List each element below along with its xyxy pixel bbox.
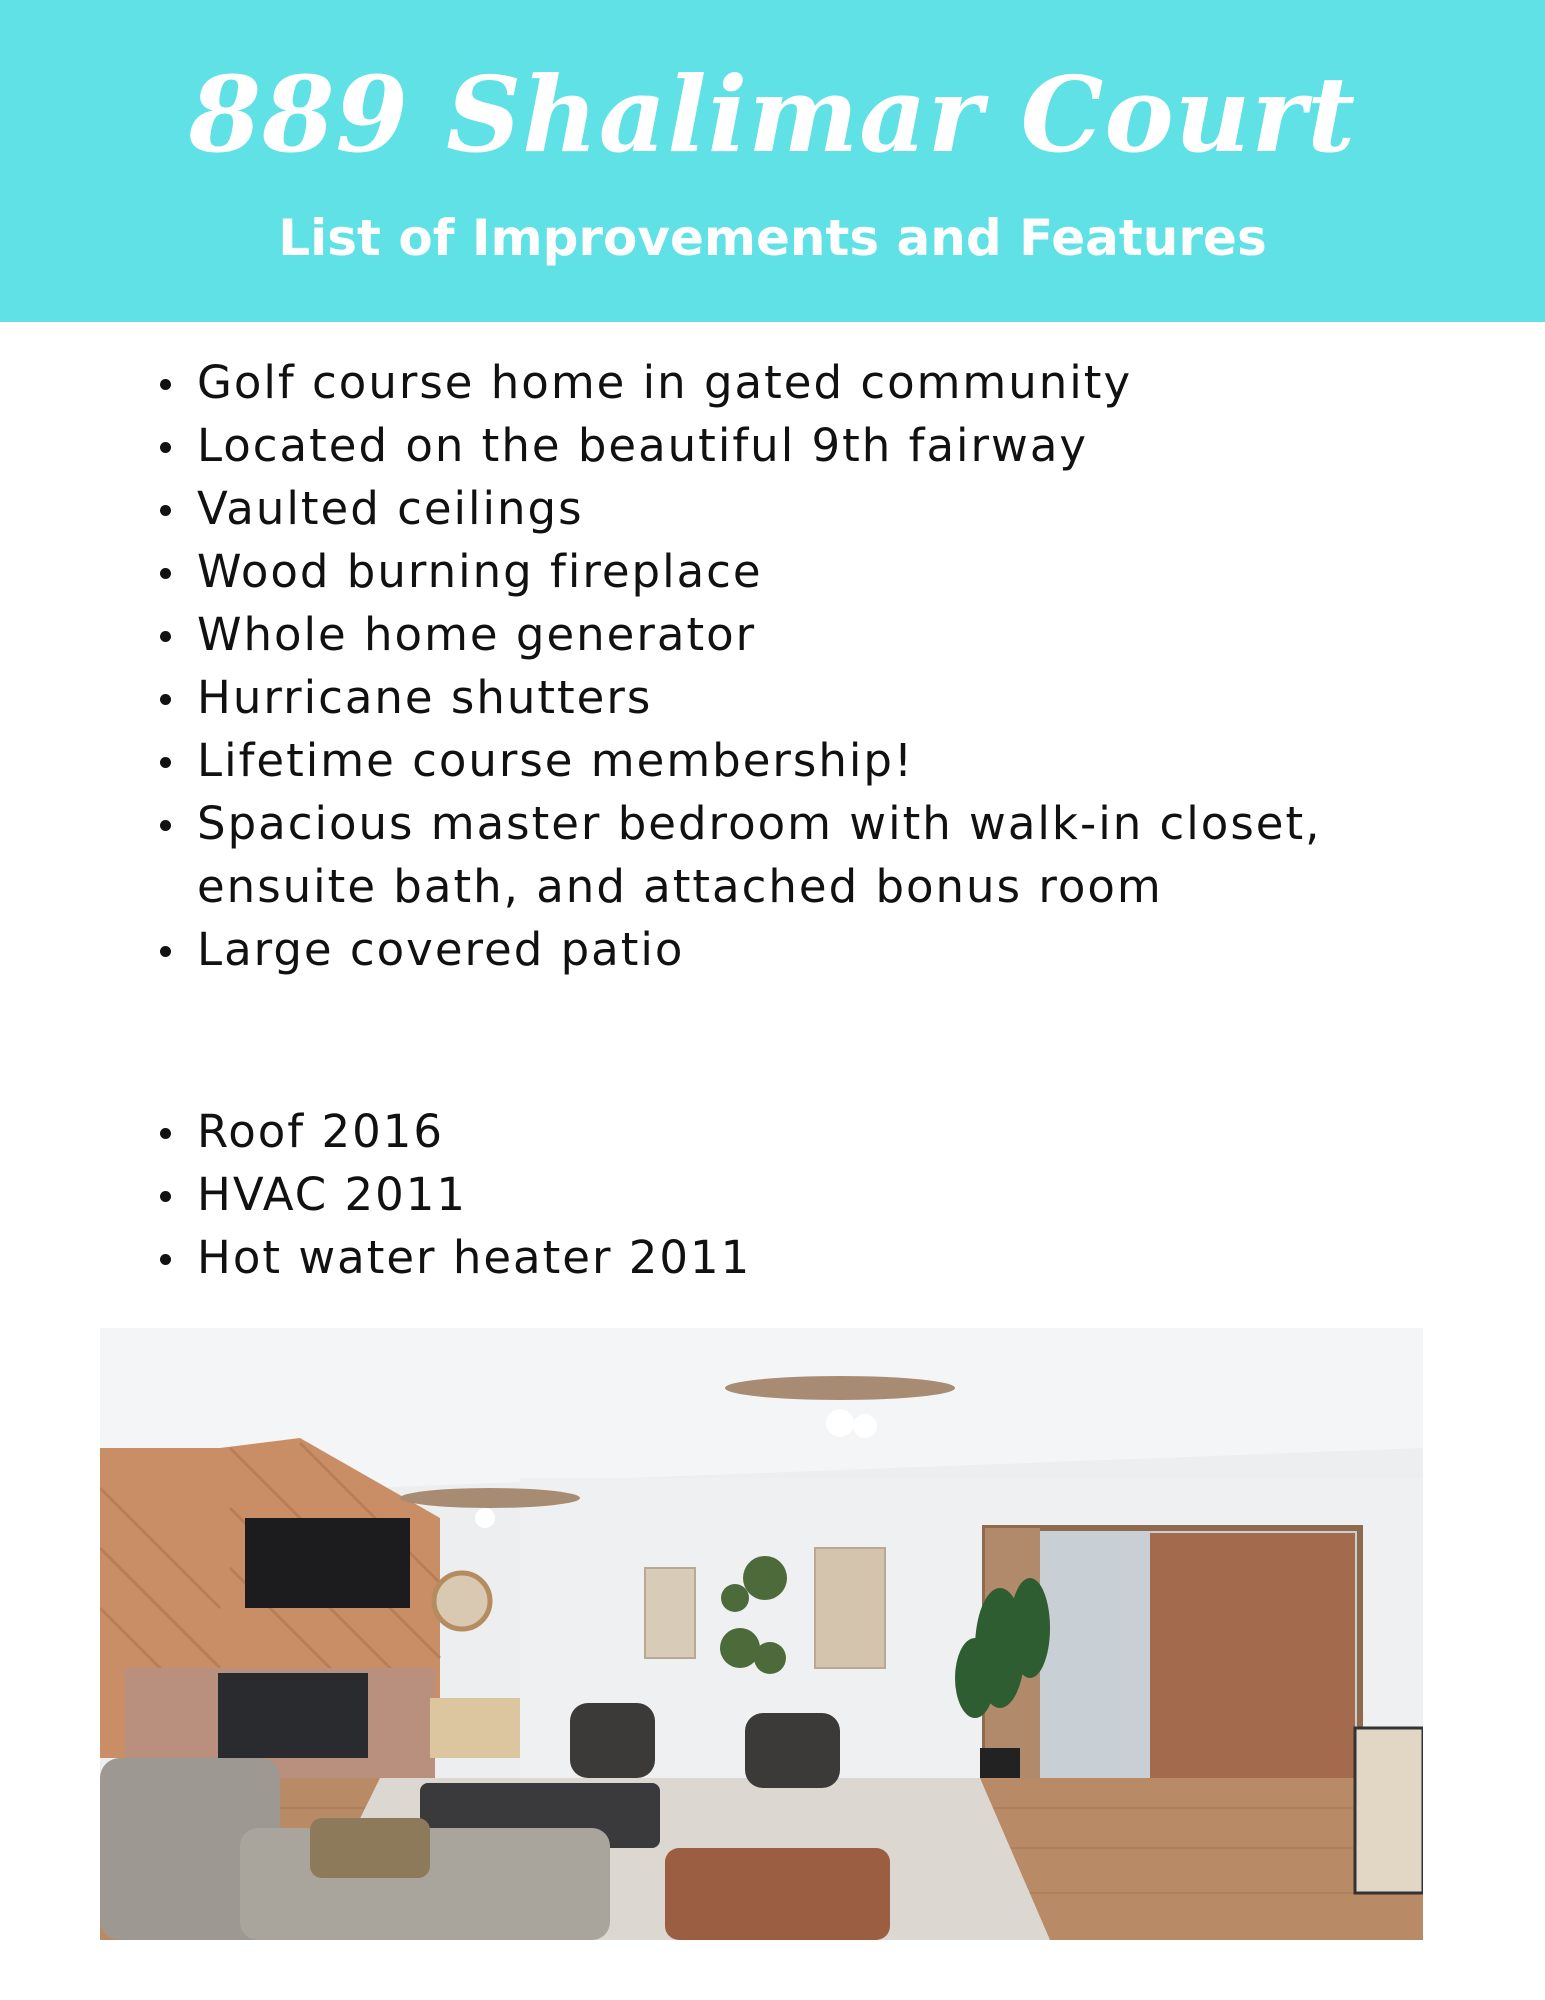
list-item [155, 1226, 1405, 1289]
bullet-icon [160, 568, 171, 579]
list-item-text: Whole home generator [197, 608, 757, 661]
page-subtitle: List of Improvements and Features [278, 209, 1267, 267]
features-list [155, 351, 1405, 981]
bullet-icon [160, 820, 171, 831]
list-item-text: Vaulted ceilings [197, 482, 584, 535]
list-item-text: Wood burning fireplace [197, 545, 763, 598]
list-item-text: Lifetime course membership! [197, 734, 914, 787]
bullet-icon [160, 946, 171, 957]
fireplace-icon [218, 1673, 368, 1758]
list-item [155, 666, 1405, 729]
list-item-text: Spacious master bedroom with walk-in closet, ensuite bath, and attached bonus room [197, 797, 1322, 913]
list-item-text: Hurricane shutters [197, 671, 653, 724]
list-item-text: Located on the beautiful 9th fairway [197, 419, 1089, 472]
list-item-text: Roof 2016 [197, 1105, 444, 1158]
living-room-illustration [100, 1328, 1423, 1940]
television-icon [245, 1518, 410, 1608]
bullet-icon [160, 631, 171, 642]
list-item [155, 1163, 1405, 1226]
header-banner [0, 0, 1545, 322]
list-item-text: Hot water heater 2011 [197, 1231, 752, 1284]
bullet-icon [160, 694, 171, 705]
list-item-text: Golf course home in gated community [197, 356, 1133, 409]
improvements-list [155, 1100, 1405, 1289]
list-item [155, 729, 1405, 792]
list-item [155, 414, 1405, 477]
bullet-icon [160, 379, 171, 390]
list-item [155, 1100, 1405, 1163]
list-item [155, 603, 1405, 666]
list-item [155, 918, 1405, 981]
bullet-icon [160, 505, 171, 516]
page-title: 889 Shalimar Court [188, 53, 1357, 176]
bullet-icon [160, 1128, 171, 1139]
list-item-text: HVAC 2011 [197, 1168, 467, 1221]
list-item-text: Large covered patio [197, 923, 685, 976]
list-item [155, 351, 1405, 414]
bullet-icon [160, 442, 171, 453]
list-item [155, 792, 1405, 918]
living-room-photo [100, 1328, 1423, 1940]
bullet-icon [160, 757, 171, 768]
list-item [155, 477, 1405, 540]
list-item [155, 540, 1405, 603]
bullet-icon [160, 1254, 171, 1265]
bullet-icon [160, 1191, 171, 1202]
